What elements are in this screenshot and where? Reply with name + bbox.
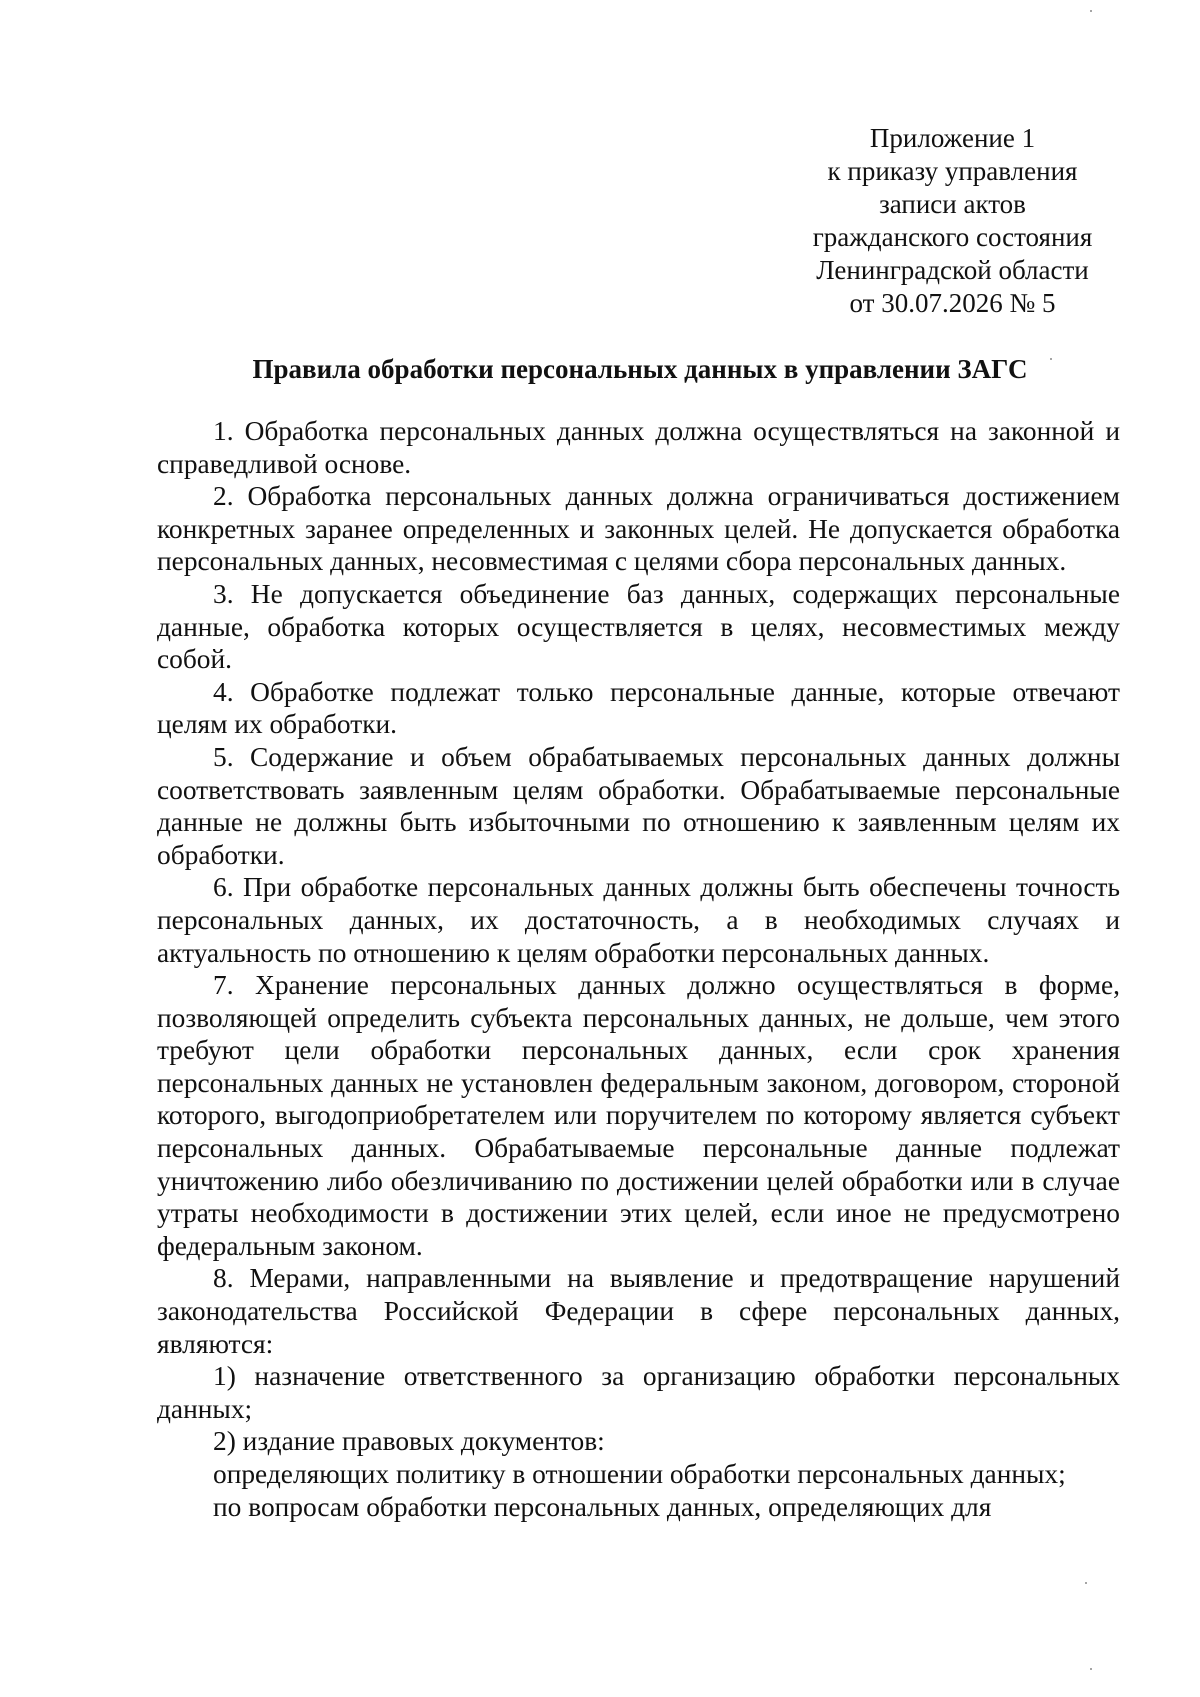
appendix-line: гражданского состояния	[812, 222, 1093, 252]
paragraph-4: 4. Обработке подлежат только персональные данные, которые отвечают целям их обработки.	[157, 676, 1120, 740]
appendix-header	[780, 122, 1125, 320]
scan-speck	[1085, 1582, 1087, 1584]
appendix-line: Приложение 1	[869, 123, 1036, 153]
paragraph-6: 6. При обработке персональных данных должны быть обеспечены точность персональных данных, их достаточность, а в необходимых случаях и актуальность по отношению к целям обработки персональных данных.	[157, 872, 1120, 968]
paragraph-3: 3. Не допускается объединение баз данных, содержащих персональные данные, обработка которых осуществляется в целях, несовместимых между собой.	[157, 578, 1120, 675]
scan-speck	[1090, 1668, 1092, 1670]
scan-speck	[1050, 358, 1052, 360]
paragraph-7: 7. Хранение персональных данных должно осуществляться в форме, позволяющей определить субъекта персональных данных, не дольше, чем этого требуют цели обработки персональных данных, если срок хранения персональных данных не установлен федеральным законом, договором, стороной которого, выгодоприобретателем или поручителем по которому является субъект персональных данных. Обрабатываемые персональные данные подлежат уничтожению либо обезличиванию по достижении целей обработки или в случае утраты необходимости в достижении этих целей, если иное не предусмотрено федеральным законом.	[157, 970, 1120, 1261]
document-body	[157, 415, 1120, 1523]
appendix-line: записи актов	[879, 189, 1026, 219]
paragraph-1: 1. Обработка персональных данных должна осуществляться на законной и справедливой основе.	[157, 416, 1120, 479]
paragraph-5: 5. Содержание и объем обрабатываемых персональных данных должны соответствовать заявленным целям обработки. Обрабатываемые персональные данные не должны быть избыточными по отношению к заявленным целям их обработки.	[157, 741, 1120, 870]
paragraph-8: 8. Мерами, направленными на выявление и предотвращение нарушений законодательства Российской Федерации в сфере персональных данных, являются:	[157, 1263, 1120, 1359]
scan-speck	[1090, 10, 1092, 12]
appendix-line: Ленинградской области	[816, 255, 1089, 285]
document-title: Правила обработки персональных данных в управлении ЗАГС	[252, 354, 1028, 384]
paragraph-2: 2. Обработка персональных данных должна ограничиваться достижением конкретных заранее определенных и законных целей. Не допускается обработка персональных данных, несовместимая с целями сбора персональных данных.	[157, 481, 1120, 577]
list-item-2: 2) издание правовых документов:	[213, 1426, 605, 1457]
sub-item-questions: по вопросам обработки персональных данных, определяющих для	[213, 1491, 992, 1522]
sub-item-policy: определяющих политику в отношении обработки персональных данных;	[213, 1459, 1066, 1489]
appendix-line: к приказу управления	[827, 156, 1078, 186]
appendix-line: от 30.07.2026 № 5	[849, 288, 1056, 318]
list-item-1: 1) назначение ответственного за организацию обработки персональных данных;	[157, 1361, 1120, 1424]
